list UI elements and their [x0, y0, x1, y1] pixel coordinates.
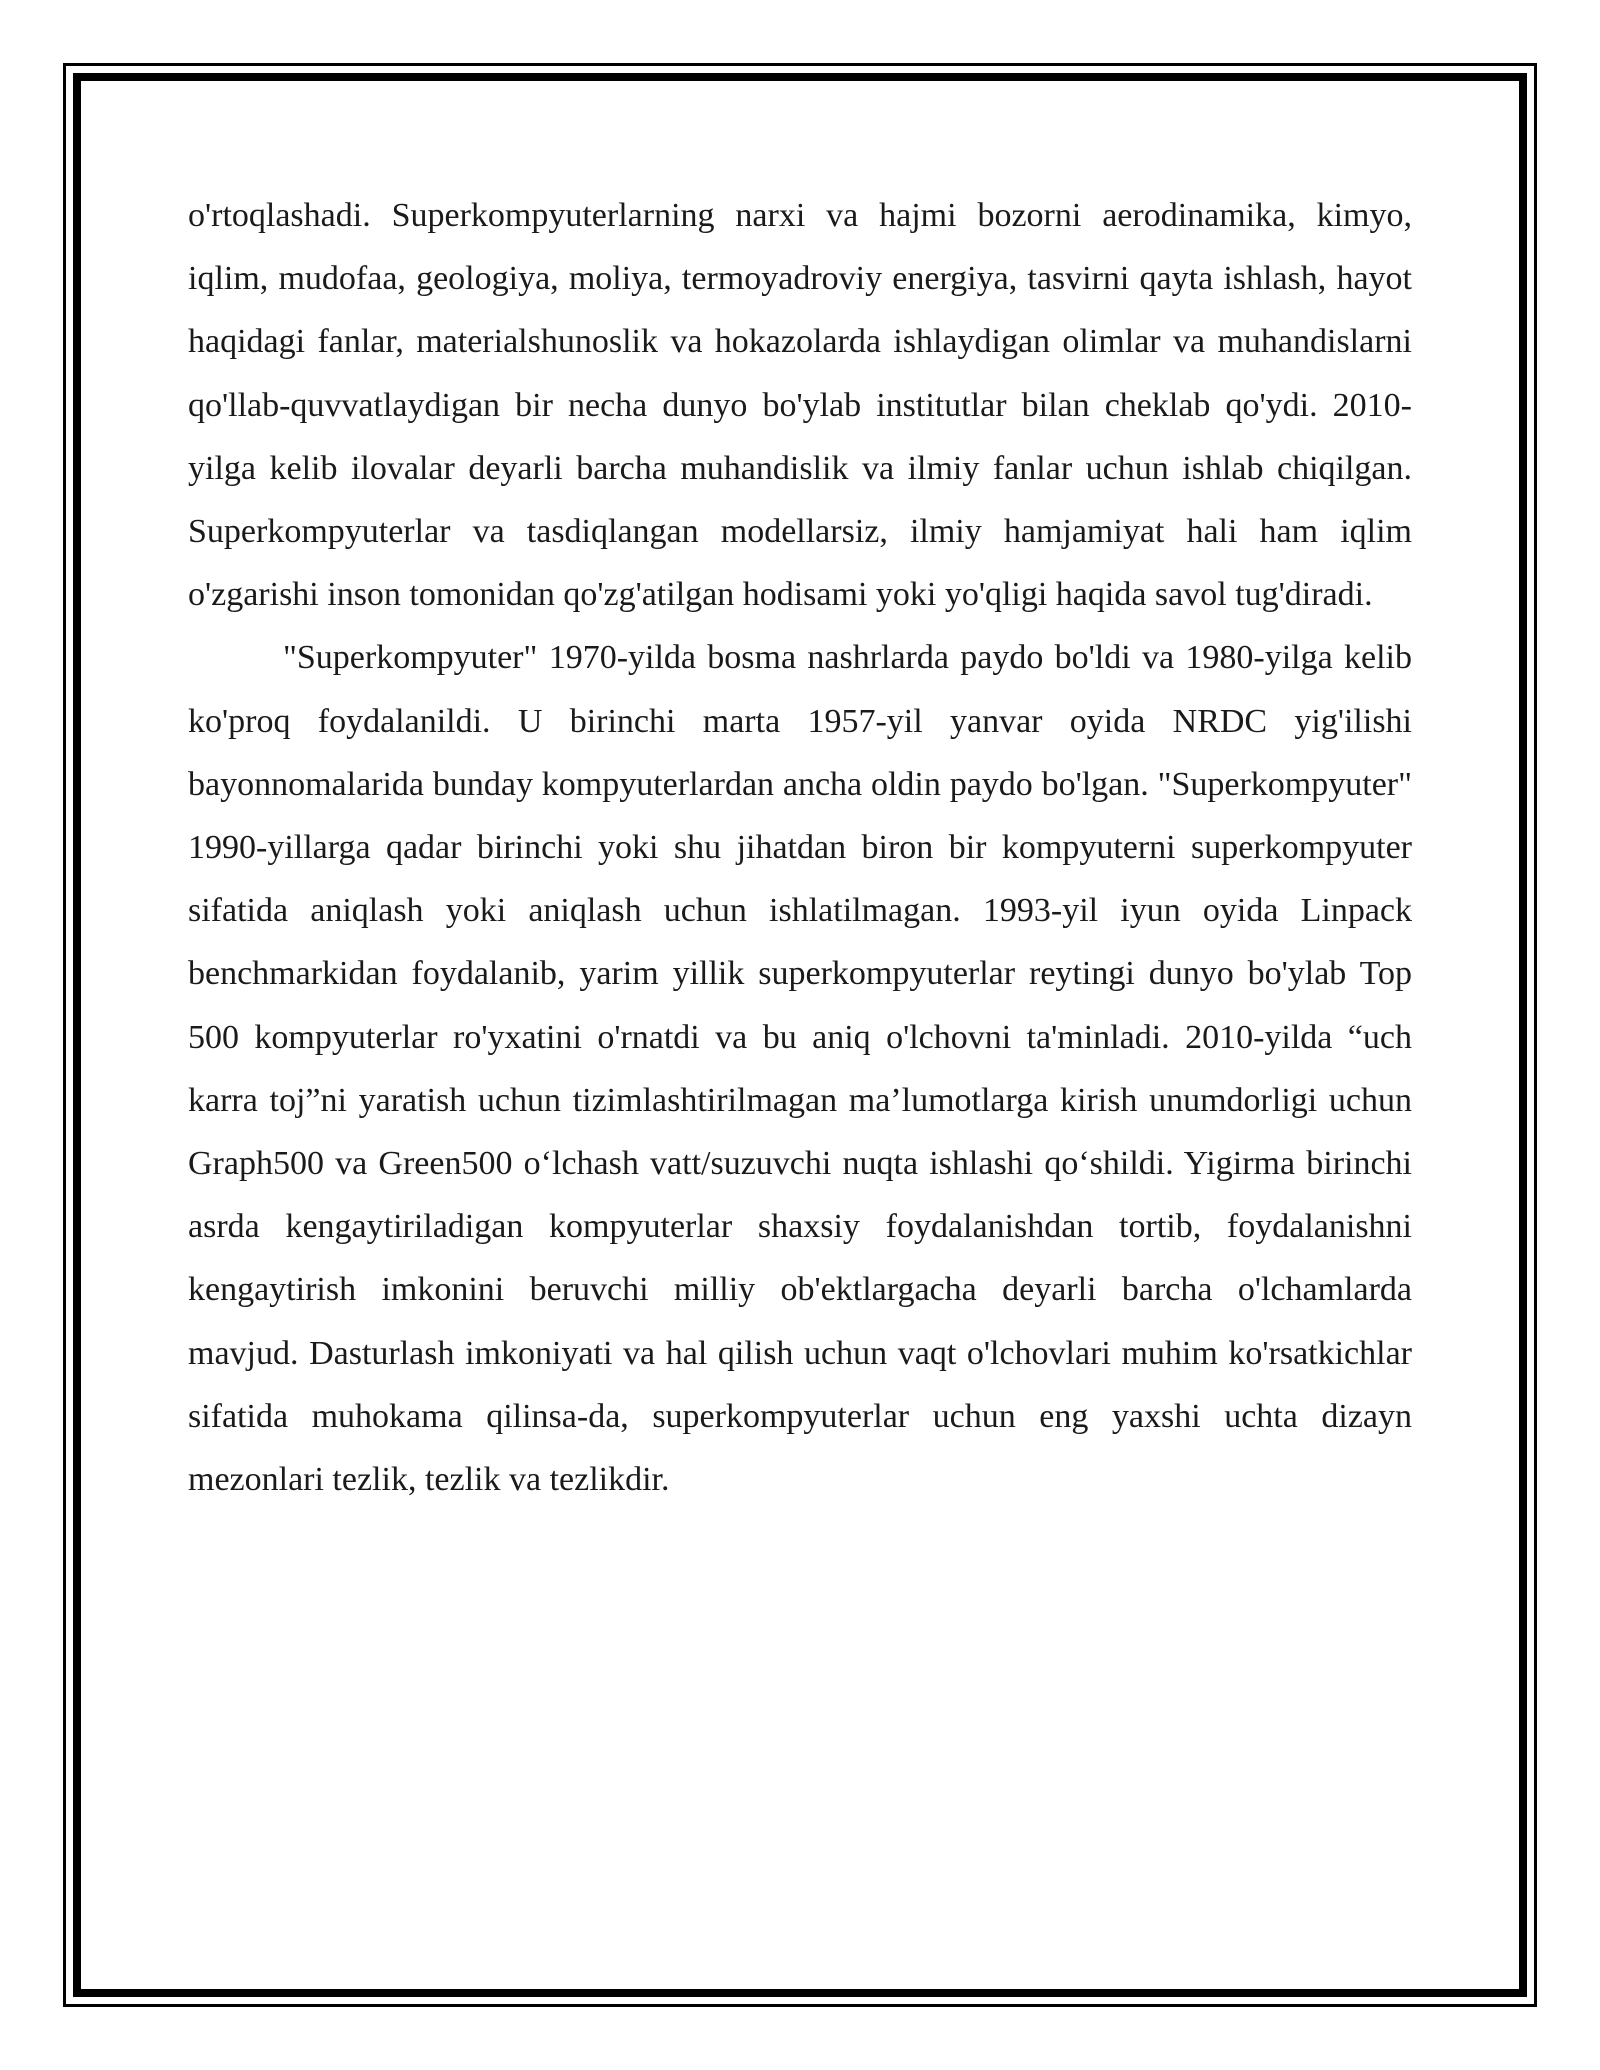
paragraph-continuation: o'rtoqlashadi. Superkompyuterlarning narxi va hajmi bozorni aerodinamika, kimyo, iqlim, mudofaa, geologiya, moliya, termoyadroviy energiya, tasvirni qayta ishlash, hayot haqidagi fanlar, materialshunoslik va hokazolarda ishlaydigan olimlar va muhandislarni qo'llab-quvvatlaydigan bir necha dunyo bo'ylab institutlar bilan cheklab qo'ydi. 2010-yilga kelib ilovalar deyarli barcha muhandislik va ilmiy fanlar uchun ishlab chiqilgan. Superkompyuterlar va tasdiqlangan modellarsiz, ilmiy hamjamiyat hali ham iqlim o'zgarishi inson tomonidan qo'zg'atilgan hodisami yoki yo'qligi haqida savol tug'diradi. [188, 197, 1412, 614]
paragraph-superkompyuter-history: "Superkompyuter" 1970-yilda bosma nashrlarda paydo bo'ldi va 1980-yilga kelib ko'proq foydalanildi. U birinchi marta 1957-yil yanvar oyida NRDC yig'ilishi bayonnomalarida bunday kompyuterlardan ancha oldin paydo bo'lgan. "Superkompyuter" 1990-yillarga qadar birinchi yoki shu jihatdan biron bir kompyuterni superkompyuter sifatida aniqlash yoki aniqlash uchun ishlatilmagan. 1993-yil iyun oyida Linpack benchmarkidan foydalanib, yarim yillik superkompyuterlar reytingi dunyo bo'ylab Top 500 kompyuterlar ro'yxatini o'rnatdi va bu aniq o'lchovni ta'minladi. 2010-yilda “uch karra toj”ni yaratish uchun tizimlashtirilmagan ma’lumotlarga kirish unumdorligi uchun Graph500 va Green500 o‘lchash vatt/suzuvchi nuqta ishlashi qo‘shildi. Yigirma birinchi asrda kengaytiriladigan kompyuterlar shaxsiy foydalanishdan tortib, foydalanishni kengaytirish imkonini beruvchi milliy ob'ektlargacha deyarli barcha o'lchamlarda mavjud. Dasturlash imkoniyati va hal qilish uchun vaqt o'lchovlari muhim ko'rsatkichlar sifatida muhokama qilinsa-da, superkompyuterlar uchun eng yaxshi uchta dizayn mezonlari tezlik, tezlik va tezlikdir. [188, 639, 1412, 1499]
document-body [188, 184, 1412, 1511]
